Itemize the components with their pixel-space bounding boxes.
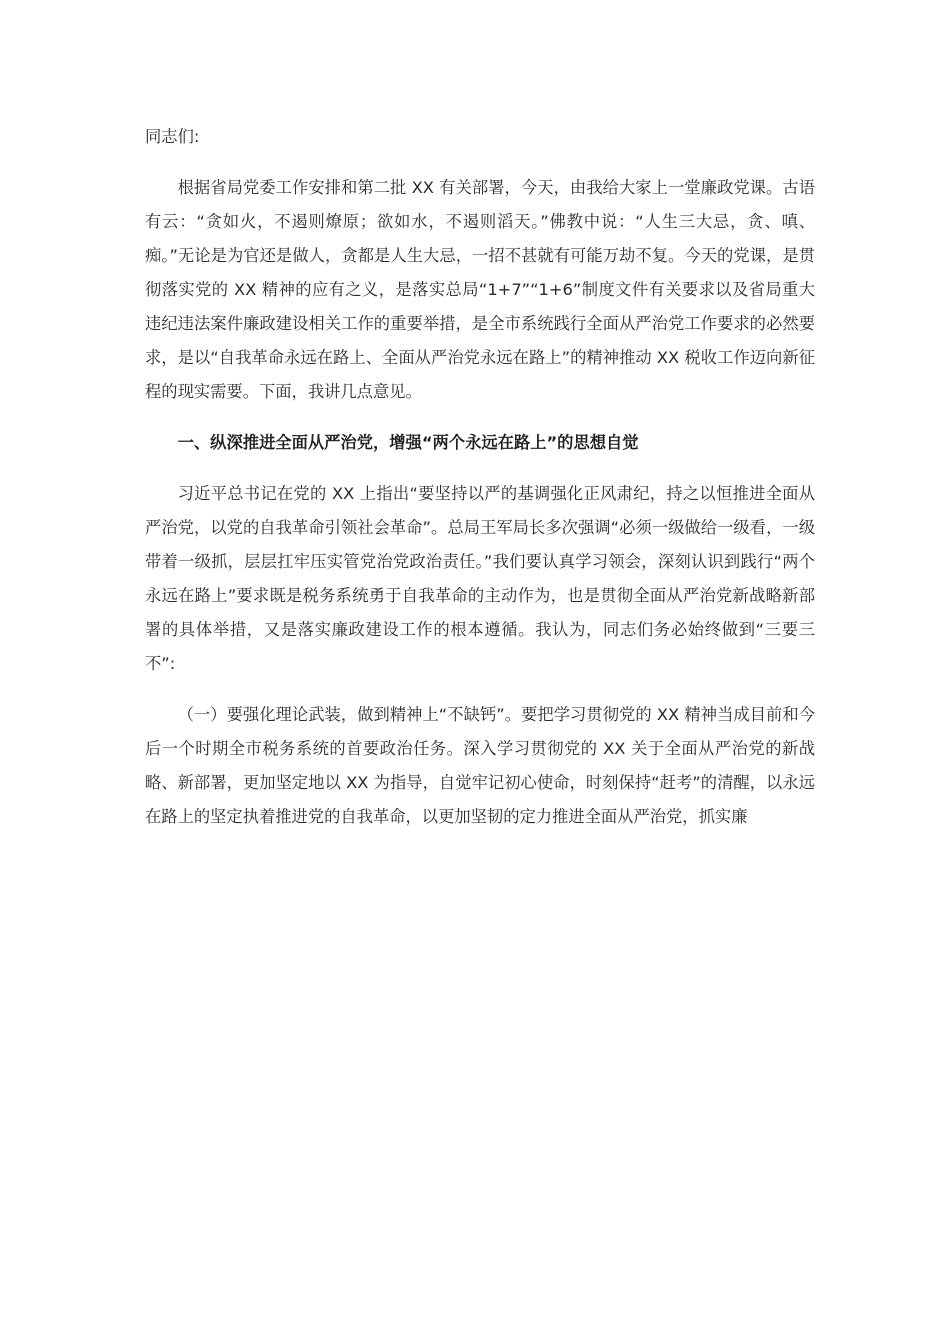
section-heading-1: 一、纵深推进全面从严治党，增强“两个永远在路上”的思想自觉	[177, 433, 639, 452]
subsection-1-paragraph: （一）要强化理论武装，做到精神上“不缺钙”。要把学习贯彻党的 XX 精神当成目前和今后一个时期全市税务系统的首要政治任务。深入学习贯彻党的 XX 关于全面从严治党的新战略、新部署，更加坚定地以 XX 为指导，自觉牢记初心使命，时刻保持“赶考”的清醒，以永远在路上的坚定执着推进党的自我革命，以更加坚韧的定力推进全面从严治党，抓实廉	[145, 705, 815, 826]
intro-paragraph: 根据省局党委工作安排和第二批 XX 有关部署，今天，由我给大家上一堂廉政党课。古语有云：“贪如火，不遏则燎原；欲如水，不遏则滔天。”佛教中说：“人生三大忌，贪、嗔、痴。”无论是为官还是做人，贪都是人生大忌，一招不甚就有可能万劫不复。今天的党课，是贯彻落实党的 XX 精神的应有之义，是落实总局“1+7”“1+6”制度文件有关要求以及省局重大违纪违法案件廉政建设相关工作的重要举措，是全市系统践行全面从严治党工作要求的必然要求，是以“自我革命永远在路上、全面从严治党永远在路上”的精神推动 XX 税收工作迈向新征程的现实需要。下面，我讲几点意见。	[145, 178, 815, 401]
document-body	[145, 120, 815, 851]
section-1-paragraph: 习近平总书记在党的 XX 上指出“要坚持以严的基调强化正风肃纪，持之以恒推进全面从严治党，以党的自我革命引领社会革命”。总局王军局长多次强调“必须一级做给一级看，一级带着一级抓，层层扛牢压实管党治党政治责任。”我们要认真学习领会，深刻认识到践行“两个永远在路上”要求既是税务系统勇于自我革命的主动作为，也是贯彻全面从严治党新战略新部署的具体举措，又是落实廉政建设工作的根本遵循。我认为，同志们务必始终做到“三要三不”:	[145, 484, 815, 673]
salutation: 同志们:	[145, 127, 200, 146]
